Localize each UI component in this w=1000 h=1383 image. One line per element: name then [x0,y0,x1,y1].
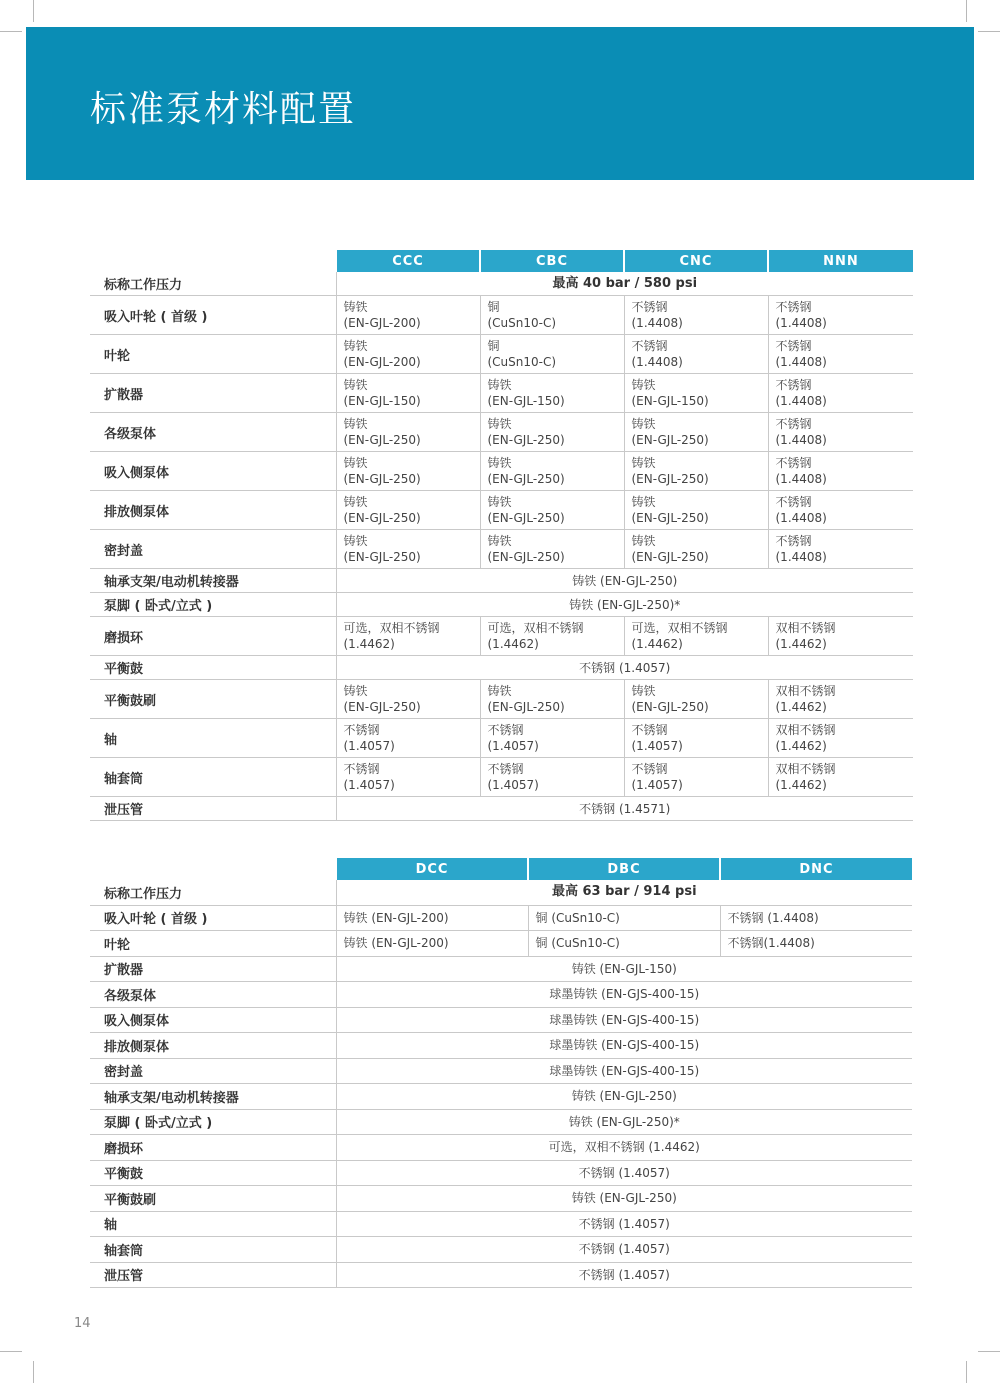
value-cell [480,530,624,569]
value-line: (1.4408) [775,511,827,525]
table-row [90,452,913,491]
row-label: 轴套筒 [90,758,336,797]
value-line: 铸铁 [343,534,368,548]
table-row [90,413,913,452]
table-row [90,680,913,719]
value-cell: 不锈钢 (1.4408) [720,905,912,931]
value-cell [624,719,768,758]
spanned-value-cell: 不锈钢 (1.4057) [336,656,913,680]
value-cell [480,617,624,656]
value-line: (1.4462) [343,637,395,651]
value-cell [768,296,913,335]
table-row [90,719,913,758]
value-cell [480,374,624,413]
table-row [90,1135,912,1161]
value-line: 不锈钢 [631,300,668,314]
value-cell [624,758,768,797]
spanned-value-cell: 铸铁 (EN-GJL-150) [336,956,912,982]
table-row [90,905,912,931]
value-cell [768,374,913,413]
value-cell [336,758,480,797]
row-label: 排放侧泵体 [90,1033,336,1059]
value-line: (1.4462) [775,778,827,792]
title-banner [26,27,974,180]
value-cell [480,758,624,797]
value-line: (CuSn10-C) [487,355,557,369]
value-cell [624,530,768,569]
value-cell [480,719,624,758]
row-label: 标称工作压力 [90,880,336,905]
value-line: (EN-GJL-200) [343,316,421,330]
table-header-row [90,858,912,880]
crop-mark [978,1351,1000,1352]
table-row [90,1084,912,1110]
value-cell [336,452,480,491]
value-cell [336,530,480,569]
value-line: 不锈钢 [775,300,812,314]
value-cell: 铸铁 (EN-GJL-200) [336,931,528,957]
crop-mark [0,1351,22,1352]
crop-mark [33,0,34,22]
value-line: 不锈钢 [775,339,812,353]
table-header-row [90,250,913,272]
value-line: (EN-GJL-250) [631,511,709,525]
value-line: (1.4057) [343,778,395,792]
value-line: (1.4462) [775,700,827,714]
value-line: 不锈钢 [775,417,812,431]
value-line: (1.4057) [487,739,539,753]
value-cell [768,617,913,656]
row-label: 吸入侧泵体 [90,452,336,491]
spanned-value-cell: 球墨铸铁 (EN-GJS-400-15) [336,1007,912,1033]
spanned-value-cell: 不锈钢 (1.4571) [336,797,913,821]
value-line: 铸铁 [343,300,368,314]
row-label: 扩散器 [90,374,336,413]
value-line: 双相不锈钢 [775,621,836,635]
spanned-value-cell: 不锈钢 (1.4057) [336,1237,912,1263]
value-cell: 铜 (CuSn10-C) [528,905,720,931]
value-line: (1.4408) [631,355,683,369]
value-line: (EN-GJL-150) [343,394,421,408]
value-line: (EN-GJL-250) [487,550,565,564]
table-row [90,1160,912,1186]
row-label: 密封盖 [90,530,336,569]
crop-mark [966,1361,967,1383]
value-line: (1.4408) [775,550,827,564]
value-cell [336,374,480,413]
row-label: 泄压管 [90,1262,336,1288]
value-cell [768,680,913,719]
value-line: (1.4408) [775,316,827,330]
table-row [90,1033,912,1059]
column-header: DBC [528,858,720,880]
materials-table-high-pressure [90,858,912,1288]
table-row [90,335,913,374]
value-line: (EN-GJL-150) [631,394,709,408]
row-label: 平衡鼓刷 [90,1186,336,1212]
row-label: 平衡鼓 [90,1160,336,1186]
value-cell [624,491,768,530]
value-line: (1.4408) [631,316,683,330]
value-line: 铸铁 [343,495,368,509]
table-row [90,617,913,656]
value-cell [480,680,624,719]
value-line: (EN-GJL-250) [487,511,565,525]
table-row [90,1211,912,1237]
value-line: 不锈钢 [775,495,812,509]
spanned-value-cell: 不锈钢 (1.4057) [336,1160,912,1186]
value-line: 双相不锈钢 [775,723,836,737]
spanned-value-cell: 铸铁 (EN-GJL-250) [336,569,913,593]
value-line: (1.4462) [775,637,827,651]
table-row [90,880,912,905]
table-row [90,1237,912,1263]
value-line: 不锈钢 [487,762,524,776]
value-line: (EN-GJL-250) [487,472,565,486]
spanned-value-cell: 不锈钢 (1.4057) [336,1262,912,1288]
value-cell: 铸铁 (EN-GJL-200) [336,905,528,931]
value-cell [768,413,913,452]
table-row [90,758,913,797]
crop-mark [33,1361,34,1383]
row-label: 标称工作压力 [90,272,336,296]
row-label: 轴套筒 [90,1237,336,1263]
value-line: (1.4408) [775,394,827,408]
row-label: 泄压管 [90,797,336,821]
value-line: (1.4462) [487,637,539,651]
value-line: (1.4408) [775,472,827,486]
table-row [90,982,912,1008]
value-line: (EN-GJL-250) [343,700,421,714]
value-line: 不锈钢 [775,378,812,392]
spanned-value-cell: 球墨铸铁 (EN-GJS-400-15) [336,1058,912,1084]
row-label: 轴 [90,1211,336,1237]
value-cell [480,296,624,335]
value-line: (EN-GJL-250) [631,550,709,564]
spanned-value-cell: 不锈钢 (1.4057) [336,1211,912,1237]
value-line: 铸铁 [487,534,512,548]
row-label: 磨损环 [90,617,336,656]
value-line: 铸铁 [487,684,512,698]
value-cell: 不锈钢(1.4408) [720,931,912,957]
value-line: 双相不锈钢 [775,684,836,698]
column-header: CNC [624,250,768,272]
table-row [90,569,913,593]
value-line: (1.4057) [343,739,395,753]
value-line: 不锈钢 [631,339,668,353]
value-cell [480,491,624,530]
spanned-value-cell: 铸铁 (EN-GJL-250)* [336,593,913,617]
table-row [90,296,913,335]
value-line: 不锈钢 [343,762,380,776]
value-cell [480,413,624,452]
table-row [90,931,912,957]
value-line: 铸铁 [343,456,368,470]
row-label: 磨损环 [90,1135,336,1161]
row-label: 各级泵体 [90,982,336,1008]
value-cell [336,680,480,719]
value-line: 铸铁 [487,417,512,431]
spanned-value-cell: 球墨铸铁 (EN-GJS-400-15) [336,982,912,1008]
value-line: 铜 [487,339,500,353]
value-line: (1.4462) [631,637,683,651]
value-line: 不锈钢 [487,723,524,737]
value-line: 铸铁 [631,378,656,392]
value-cell [624,335,768,374]
value-line: (EN-GJL-150) [487,394,565,408]
row-label: 轴 [90,719,336,758]
page-number: 14 [74,1316,91,1331]
table-row [90,797,913,821]
row-label: 吸入侧泵体 [90,1007,336,1033]
table-row [90,1058,912,1084]
column-header: CCC [336,250,480,272]
value-line: (EN-GJL-250) [343,511,421,525]
spanned-value-cell: 最高 63 bar / 914 psi [336,880,912,905]
row-label: 排放侧泵体 [90,491,336,530]
row-label: 扩散器 [90,956,336,982]
value-cell [336,719,480,758]
spanned-value-cell: 可选，双相不锈钢 (1.4462) [336,1135,912,1161]
value-cell [768,719,913,758]
table-row [90,1262,912,1288]
row-label: 轴承支架/电动机转接器 [90,1084,336,1110]
value-line: 不锈钢 [343,723,380,737]
crop-mark [966,0,967,22]
value-line: 铸铁 [631,417,656,431]
row-label: 平衡鼓 [90,656,336,680]
value-line: (1.4408) [775,355,827,369]
value-line: (EN-GJL-250) [631,472,709,486]
header-corner [90,250,336,272]
spanned-value-cell: 铸铁 (EN-GJL-250)* [336,1109,912,1135]
value-cell [768,452,913,491]
row-label: 吸入叶轮 ( 首级 ) [90,296,336,335]
row-label: 叶轮 [90,931,336,957]
value-line: 铸铁 [343,417,368,431]
value-cell [480,335,624,374]
value-line: 可选，双相不锈钢 [631,621,728,635]
value-line: (EN-GJL-250) [343,472,421,486]
value-cell [336,413,480,452]
row-label: 泵脚 ( 卧式/立式 ) [90,593,336,617]
value-cell [336,617,480,656]
table-row [90,272,913,296]
value-cell [480,452,624,491]
value-line: (EN-GJL-200) [343,355,421,369]
spanned-value-cell: 铸铁 (EN-GJL-250) [336,1186,912,1212]
value-line: 双相不锈钢 [775,762,836,776]
value-cell [624,413,768,452]
value-cell [336,335,480,374]
value-line: (CuSn10-C) [487,316,557,330]
value-line: 不锈钢 [775,534,812,548]
value-line: (EN-GJL-250) [343,550,421,564]
row-label: 叶轮 [90,335,336,374]
value-line: 可选，双相不锈钢 [487,621,584,635]
value-line: (1.4462) [775,739,827,753]
value-cell [624,680,768,719]
header-corner [90,858,336,880]
value-line: (EN-GJL-250) [631,700,709,714]
column-header: NNN [768,250,913,272]
value-line: (EN-GJL-250) [487,700,565,714]
table-row [90,1186,912,1212]
value-line: 铸铁 [487,495,512,509]
table-row [90,593,913,617]
table-row [90,1007,912,1033]
value-line: (EN-GJL-250) [631,433,709,447]
row-label: 吸入叶轮 ( 首级 ) [90,905,336,931]
row-label: 轴承支架/电动机转接器 [90,569,336,593]
value-cell [768,758,913,797]
value-line: (1.4057) [487,778,539,792]
table-row [90,956,912,982]
row-label: 密封盖 [90,1058,336,1084]
crop-mark [0,31,22,32]
spanned-value-cell: 球墨铸铁 (EN-GJS-400-15) [336,1033,912,1059]
value-line: 铸铁 [631,534,656,548]
value-cell [624,452,768,491]
value-cell [768,491,913,530]
value-line: 不锈钢 [631,762,668,776]
value-line: 铸铁 [487,378,512,392]
value-line: 铸铁 [631,495,656,509]
column-header: CBC [480,250,624,272]
value-line: (EN-GJL-250) [343,433,421,447]
row-label: 各级泵体 [90,413,336,452]
value-cell [336,491,480,530]
value-line: (1.4408) [775,433,827,447]
spanned-value-cell: 铸铁 (EN-GJL-250) [336,1084,912,1110]
value-line: 铜 [487,300,500,314]
value-line: 铸铁 [631,684,656,698]
value-line: 铸铁 [343,378,368,392]
value-line: 铸铁 [343,339,368,353]
value-line: 铸铁 [343,684,368,698]
value-line: 铸铁 [487,456,512,470]
crop-mark [978,31,1000,32]
table-row [90,491,913,530]
materials-table-standard [90,250,913,821]
spanned-value-cell: 最高 40 bar / 580 psi [336,272,913,296]
column-header: DCC [336,858,528,880]
value-line: (1.4057) [631,739,683,753]
value-line: (1.4057) [631,778,683,792]
value-cell: 铜 (CuSn10-C) [528,931,720,957]
table-row [90,1109,912,1135]
value-cell [768,530,913,569]
value-cell [624,374,768,413]
value-cell [624,296,768,335]
value-line: 铸铁 [631,456,656,470]
table-row [90,374,913,413]
value-cell [624,617,768,656]
row-label: 平衡鼓刷 [90,680,336,719]
value-line: 不锈钢 [631,723,668,737]
page-title: 标准泵材料配置 [90,89,357,130]
value-line: 可选，双相不锈钢 [343,621,440,635]
value-cell [768,335,913,374]
value-line: (EN-GJL-250) [487,433,565,447]
table-row [90,656,913,680]
value-line: 不锈钢 [775,456,812,470]
table-row [90,530,913,569]
value-cell [336,296,480,335]
row-label: 泵脚 ( 卧式/立式 ) [90,1109,336,1135]
column-header: DNC [720,858,912,880]
